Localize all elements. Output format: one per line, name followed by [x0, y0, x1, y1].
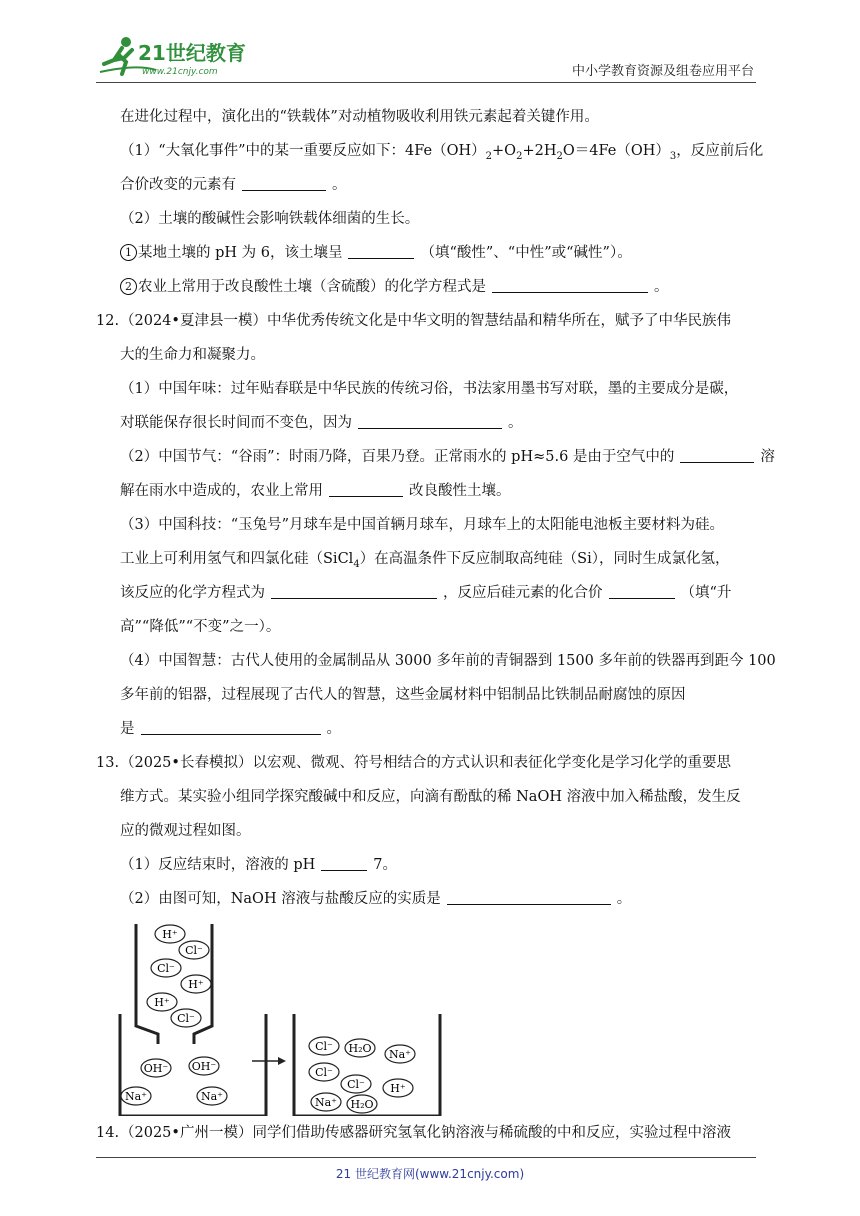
ion-label: Na⁺ [389, 1048, 411, 1061]
question-14: 14. （2025•广州一模）同学们借助传感器研究氢氧化钠溶液与稀硫酸的中和反应，实验过程中溶液 [96, 1116, 760, 1150]
answer-blank[interactable] [358, 427, 502, 429]
ion-label: OH⁻ [191, 1060, 217, 1073]
logo-url: www.21cnjy.com [142, 67, 218, 77]
ion-label: Cl⁻ [185, 944, 203, 957]
ion-label: H⁺ [188, 978, 204, 991]
question-number: 12. [96, 313, 120, 329]
text-line: （2）土壤的酸碱性会影响铁载体细菌的生长。 [120, 211, 420, 227]
ion-label: Cl⁻ [157, 962, 175, 975]
neutralization-figure [96, 916, 760, 1116]
ion-label: Cl⁻ [347, 1078, 365, 1091]
answer-blank[interactable] [609, 597, 675, 599]
ion-label: H₂O [350, 1098, 374, 1111]
reaction-diagram [96, 916, 760, 1116]
question-number: 13. [96, 755, 120, 771]
site-logo [96, 34, 266, 80]
platform-title: 中小学教育资源及组卷应用平台 [571, 64, 754, 79]
circled-number: 1 [120, 244, 137, 261]
ion-label: H⁺ [390, 1082, 406, 1095]
ion-label: Na⁺ [125, 1090, 147, 1103]
answer-blank[interactable] [680, 461, 754, 463]
ion-label: H⁺ [162, 928, 178, 941]
answer-blank[interactable] [242, 189, 326, 191]
text-line: 1 某地土壤的 pH 为 6，该土壤呈 （填“酸性”、“中性”或“碱性”）。 [96, 236, 760, 270]
ion-label: H₂O [348, 1042, 372, 1055]
answer-blank[interactable] [141, 733, 321, 735]
ion-label: H⁺ [154, 996, 170, 1009]
ion-label: Na⁺ [315, 1096, 337, 1109]
question-13: 13. （2025•长春模拟）以宏观、微观、符号相结合的方式认识和表征化学变化是学习化学的重要思 维方式。某实验小组同学探究酸碱中和反应，向滴有酚酞的稀 NaOH 溶液中加入稀盐酸，发生反 应的微观过程如图。 （1）反应结束时，溶液的 pH 7。 （2）由图可知，NaOH 溶液与盐酸反应的实质是 。 [96, 746, 760, 916]
header-divider [96, 82, 756, 83]
question-12: 12. （2024•夏津县一模）中华优秀传统文化是中华文明的智慧结晶和精华所在，赋予了中华民族伟 大的生命力和凝聚力。 （1）中国年味：过年贴春联是中华民族的传统习俗，书法家用墨书写对联，墨的主要成分是碳， 对联能保存很长时间而不变色，因为 。 （2）中国节气：“谷雨”：时雨乃降，百果乃登。正常雨水的 pH≈5.6 是由于空气中的 溶 解在雨水中造成的，农业上常用 改良酸性土壤。 （3）中国科技：“玉兔号”月球车是中国首辆月球车，月球车上的太阳能电池板主要材料为硅。 工业上可利用氢气和四氯化硅（SiCl$_4$）在高温条件下反应制取高纯硅（Si），同时生成氯化氢， 该反应的化学方程式为 ，反应后硅元素的化合价 （填“升 高”“降低”“不变”之一）。 （4）中国智慧：古代人使用的金属制品从 3000 多年前的青铜器到 1500 多年前的铁器再到距今 100 多年前的铝器，过程展现了古代人的智慧，这些金属材料中铝制品比铁制品耐腐蚀的原因 是 。 [96, 304, 760, 746]
footer-source: 21 世纪教育网(www.21cnjy.com) [335, 1167, 525, 1181]
question-number: 14. [96, 1125, 120, 1141]
answer-blank[interactable] [492, 291, 648, 293]
runner-logo-icon [96, 34, 266, 80]
logo-text: 21世纪教育 [138, 41, 246, 65]
document-body [96, 100, 776, 1150]
circled-number: 2 [120, 278, 137, 295]
text-line: （1）“大氧化事件”中的某一重要反应如下：$4Fe(OH)_2+O_2+2H_2O=4Fe(OH)_3$，反应前后化 [120, 143, 764, 162]
ion-label: OH⁻ [143, 1062, 169, 1075]
answer-blank[interactable] [447, 903, 611, 905]
text-line: 在进化过程中，演化出的“铁载体”对动植物吸收利用铁元素起着关键作用。 [120, 109, 599, 125]
answer-blank[interactable] [321, 869, 367, 871]
text-line: 2 农业上常用于改良酸性土壤（含硫酸）的化学方程式是 。 [96, 270, 760, 304]
footer-divider [96, 1157, 756, 1158]
ion-label: Cl⁻ [177, 1012, 195, 1025]
ion-label: Cl⁻ [315, 1066, 333, 1079]
ion-label: Cl⁻ [315, 1040, 333, 1053]
answer-blank[interactable] [271, 597, 437, 599]
answer-blank[interactable] [329, 495, 403, 497]
ion-label: Na⁺ [201, 1090, 223, 1103]
text-line: 合价改变的元素有 。 [120, 177, 347, 193]
answer-blank[interactable] [348, 257, 414, 259]
